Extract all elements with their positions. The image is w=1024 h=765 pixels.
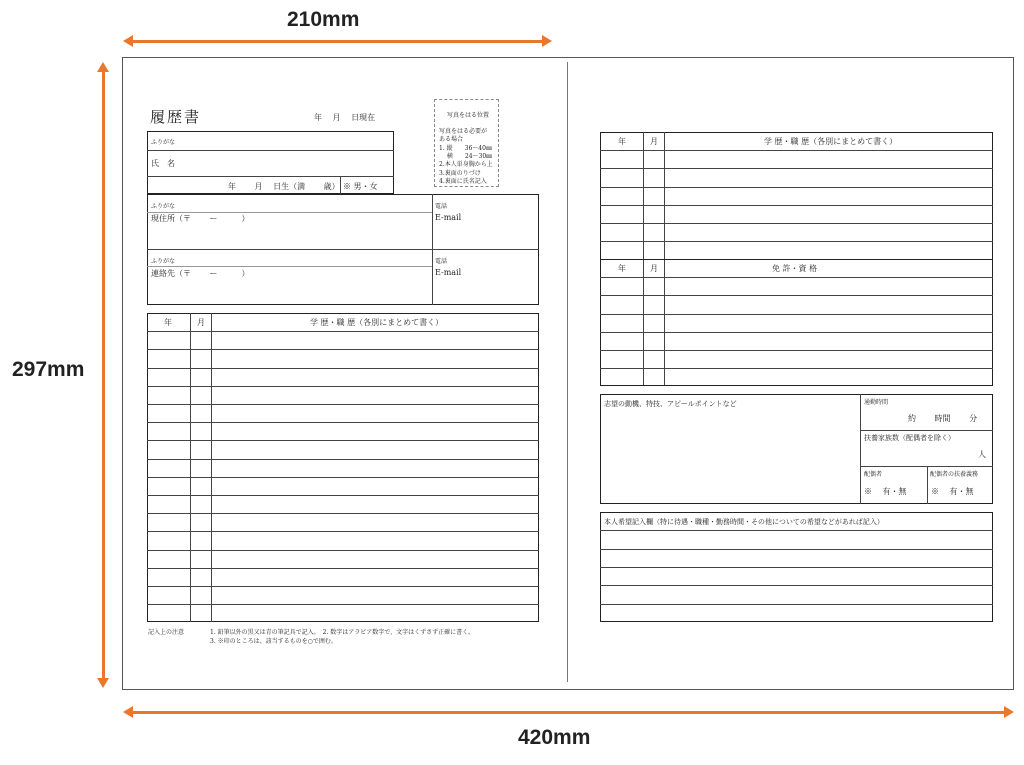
table-row-line [147, 349, 539, 350]
table-row-line [600, 585, 993, 586]
table-row-line [147, 513, 539, 514]
table-row-line [600, 604, 993, 605]
rule [211, 313, 212, 622]
photo-heading: 写真をはる位置 [447, 112, 490, 119]
history-r-header-title: 学 歴・職 歴（各別にまとめて書く） [764, 137, 898, 146]
height-arrow-line [102, 70, 105, 680]
photo-instruction-line: 3.裏面のりづけ [439, 169, 481, 177]
spouse-support-value: ※ 有・無 [931, 487, 974, 496]
email-label-2: E-mail [435, 268, 462, 277]
rule [190, 313, 191, 622]
photo-instruction-line: 横 24～30㎜ [439, 152, 493, 160]
spouse-value: ※ 有・無 [864, 487, 907, 496]
rule [860, 394, 861, 504]
spread-arrow-line [131, 711, 1005, 714]
resume-title: 履歴書 [150, 108, 202, 126]
email-label: E-mail [435, 213, 462, 222]
table-row-line [147, 586, 539, 587]
spread-width-label-420: 420mm [518, 726, 591, 749]
width-arrow-right-head [542, 35, 552, 47]
name-label: 氏 名 [151, 159, 175, 168]
table-row-line [600, 205, 993, 206]
table-row-line [147, 368, 539, 369]
width-label-210: 210mm [287, 8, 360, 31]
table-row-line [147, 440, 539, 441]
table-row-line [600, 332, 993, 333]
table-row-line [600, 368, 993, 369]
rule [147, 176, 394, 177]
rule [147, 249, 539, 250]
commute-value: 約 時間 分 [908, 414, 978, 423]
table-row-line [147, 422, 539, 423]
gender-field: ※ 男・女 [343, 182, 378, 191]
history-header-month: 月 [197, 318, 205, 327]
table-row-line [147, 331, 539, 332]
table-row-line [600, 241, 993, 242]
history-header-year: 年 [164, 318, 172, 327]
license-header-title: 免 許・資 格 [772, 264, 818, 273]
width-arrow-line [131, 40, 543, 43]
height-label-297: 297mm [12, 358, 85, 381]
table-row-line [600, 150, 993, 151]
notes-label: 記入上の注意 [148, 629, 185, 636]
rule [147, 266, 432, 267]
history-table-left [147, 313, 539, 622]
rule [147, 150, 394, 151]
contact-label: 連絡先（〒 ー ） [151, 269, 250, 278]
address-label: 現住所（〒 ー ） [151, 214, 250, 223]
spouse-label: 配偶者 [864, 471, 883, 478]
table-row-line [600, 314, 993, 315]
dependents-label: 扶養家族数（配偶者を除く） [864, 434, 955, 442]
birth-date-line: 年 月 日生（満 歳） [228, 182, 340, 191]
photo-instruction-line: 写真をはる必要が [439, 128, 488, 135]
history-header-title: 学 歴・職 歴（各別にまとめて書く） [310, 318, 444, 327]
spouse-support-label: 配偶者の扶養義務 [930, 471, 979, 478]
height-arrow-bottom-head [97, 678, 109, 688]
table-row-line [147, 531, 539, 532]
table-row-line [147, 568, 539, 569]
license-header-year: 年 [618, 264, 626, 273]
phone-label: 電話 [435, 203, 448, 210]
spread-arrow-right-head [1004, 706, 1014, 718]
history-r-header-year: 年 [618, 137, 626, 146]
photo-instruction-line: ある場合 [439, 136, 464, 144]
address-furigana: ふりがな [151, 203, 176, 210]
photo-instruction-line: 1. 縦 36～40㎜ [439, 144, 492, 152]
contact-furigana: ふりがな [151, 258, 176, 265]
license-header-month: 月 [650, 264, 658, 273]
table-row-line [600, 187, 993, 188]
date-line: 年 月 日現在 [314, 113, 376, 122]
photo-instruction-line: 4.裏面に氏名記入 [439, 177, 487, 185]
table-row-line [147, 386, 539, 387]
rule [860, 430, 993, 431]
table-row-line [600, 168, 993, 169]
rule [927, 466, 928, 504]
table-row-line [600, 350, 993, 351]
table-row-line [600, 549, 993, 550]
table-row-line [600, 223, 993, 224]
notes-line-2: 3. ※印のところは、該当するものを○で囲む。 [210, 638, 337, 645]
rule [340, 176, 341, 194]
table-row-line [147, 477, 539, 478]
photo-instruction-line: 2.本人単身胸から上 [439, 161, 493, 169]
history-r-header-month: 月 [650, 137, 658, 146]
notes-line-1: 1. 鉛筆以外の黒又は青の筆記具で記入。 2. 数字はアラビア数字で、文字はくずさず正確に書く。 [210, 629, 475, 636]
table-row-line [147, 495, 539, 496]
table-row-line [600, 530, 993, 531]
table-row-line [600, 567, 993, 568]
commute-label: 通勤時間 [864, 399, 889, 406]
table-row-line [147, 459, 539, 460]
furigana-label: ふりがな [151, 139, 176, 146]
wishes-label: 本人希望記入欄（特に待遇・職種・勤務時間・その他についての希望などがあれば記入） [604, 518, 884, 526]
center-fold-line [567, 62, 568, 682]
table-row-line [147, 604, 539, 605]
table-row-line [600, 277, 993, 278]
phone-label-2: 電話 [435, 258, 448, 265]
motivation-label: 志望の動機、特技、アピールポイントなど [604, 400, 737, 408]
table-row-line [600, 295, 993, 296]
rule [432, 194, 433, 305]
dependents-unit: 人 [978, 450, 986, 459]
table-row-line [147, 550, 539, 551]
table-row-line [147, 404, 539, 405]
